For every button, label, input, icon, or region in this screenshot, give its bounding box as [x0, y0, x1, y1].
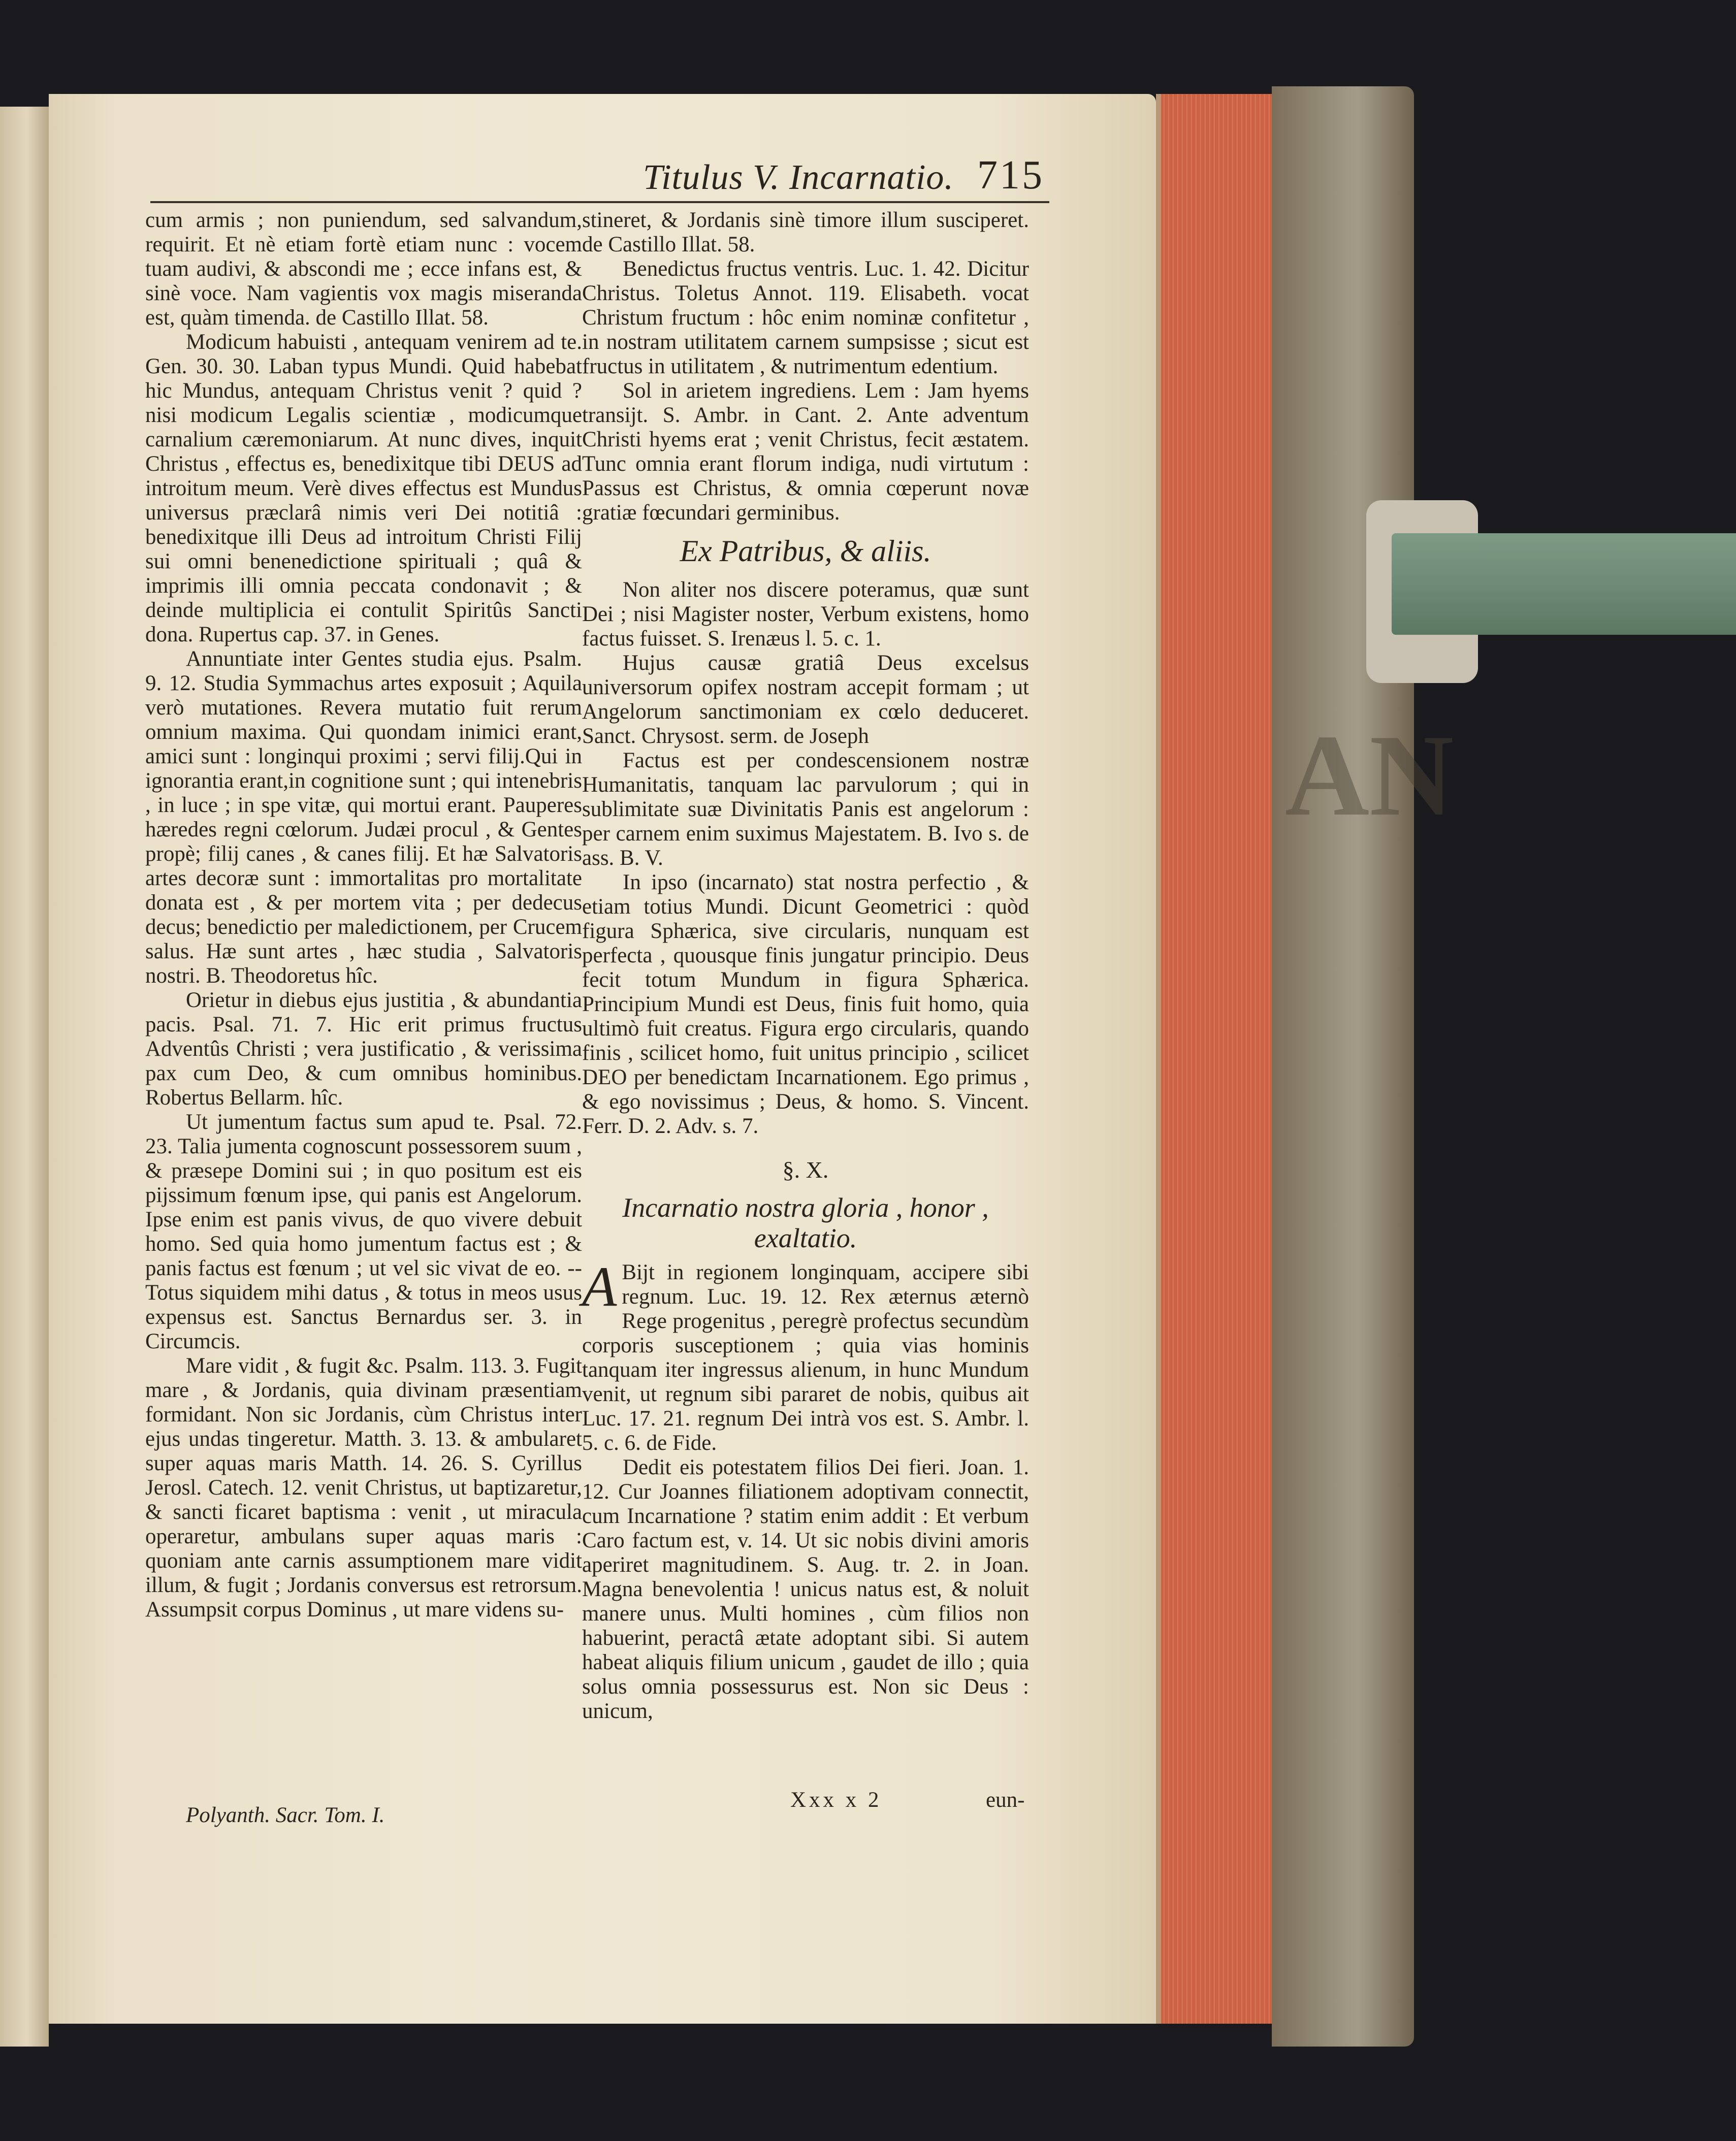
catchword: eun-: [986, 1788, 1025, 1812]
paragraph: Orietur in diebus ejus justitia , & abundantia pacis. Psal. 71. 7. Hic erit primus fructus Adventûs Christi ; vera justificatio , & verissima pax cum Deo, & cum omnibus hominibus. Robertus Bellarm. hîc.: [145, 988, 582, 1110]
section-heading-patres: Ex Patribus, & aliis.: [680, 534, 931, 568]
drop-capital: A: [582, 1255, 617, 1318]
paragraph: Factus est per condescensionem nostræ Humanitatis, tanquam lac parvulorum ; qui in sublimitate suæ Divinitatis Panis est angelorum : per carnem enim suximus Majestatem. B. Ivo s. de ass. B. V.: [582, 749, 1029, 870]
paragraph: Mare vidit , & fugit &c. Psalm. 113. 3. Fugit mare , & Jordanis, quia divinam præsentiam formidant. Non sic Jordanis, cùm Christus inter ejus undas tingeretur. Matth. 3. 13. & ambularet super aquas maris Matth. 14. 26. S. Cyrillus Jerosl. Catech. 12. venit Christus, ut baptizaretur, & sancti ficaret baptisma : venit , ut miracula operaretur, ambulans super aquas maris : quoniam ante carnis assumptionem mare vidit illum, & fugit ; Jordanis conversus est retrorsum. Assumpsit corpus Dominus , ut mare videns su-: [145, 1354, 582, 1621]
right-column: [582, 208, 1029, 1724]
left-column: [145, 208, 582, 1622]
section-title: Incarnatio nostra gloria , honor , exaltatio.: [622, 1192, 989, 1253]
paragraph: Modicum habuisti , antequam venirem ad te. Gen. 30. 30. Laban typus Mundi. Quid habebat hic Mundus, antequam Christus venit ? quid ? nisi modicum Legalis scientiæ , modicumque carnalium cæremoniarum. At nunc dives, inquit Christus , effectus es, benedixitque tibi DEUS ad introitum meum. Verè dives effectus est Mundus universus præclarâ nimis veri Dei notitiâ : benedixitque illi Deus ad introitum Christi Filij sui omni benenedictione spirituali ; quâ & imprimis illi omnia peccata condonavit ; & deinde multiplicia ei contulit Spiritûs Sancti dona. Rupertus cap. 37. in Genes.: [145, 330, 582, 646]
paragraph: Hujus causæ gratiâ Deus excelsus universorum opifex nostram accepit formam ; ut Angelorum sanctimoniam ex cœlo deduceret. Sanct. Chrysost. serm. de Joseph: [582, 651, 1029, 748]
left-facing-page-edge: [0, 107, 49, 2047]
page-number: 715: [977, 153, 1044, 198]
paragraph-text: Bijt in regionem longinquam, accipere sibi regnum. Luc. 19. 12. Rex æternus æternò Rege progenitus , peregrè profectus secundùm corporis susceptionem ; quia vias hominis tanquam iter ingressus alienum, in hunc Mundum venit, ut regnum sibi pararet de nobis, quibus ait Luc. 17. 21. regnum Dei intrà vos est. S. Ambr. l. 5. c. 6. de Fide.: [582, 1260, 1029, 1455]
signature-mark: Xxx x 2: [790, 1788, 882, 1812]
running-head-title: Titulus V. Incarnatio.: [643, 158, 954, 197]
paragraph: Dedit eis potestatem filios Dei fieri. Joan. 1. 12. Cur Joannes filiationem adoptivam connectit, cum Incarnatione ? statim enim addit : Et verbum Caro factum est, v. 14. Ut sic nobis divini amoris aperiret magnitudinem. S. Aug. tr. 2. in Joan. Magna benevolentia ! unicus natus est, & noluit manere unus. Multi homines , cùm filios non habuerint, peractâ ætate adoptant sibi. Si autem habeat aliquis filium unicum , gaudet de illo ; quia solus omnia possessurus est. Non sic Deus : unicum,: [582, 1455, 1029, 1723]
paragraph: stineret, & Jordanis sinè timore illum susciperet. de Castillo Illat. 58.: [582, 208, 1029, 256]
paragraph-with-initial: [582, 1255, 1029, 1455]
paragraph: Annuntiate inter Gentes studia ejus. Psalm. 9. 12. Studia Symmachus artes exposuit ; Aquila verò mutationes. Revera mutatio fuit rerum omnium maxima. Qui quondam inimici erant, amici sunt : longinqui proximi ; servi filij.Qui in ignorantia erant,in cognitione sunt ; qui intenebris , in luce ; in spe vitæ, qui mortui erant. Pauperes hæredes regni cœlorum. Judæi procul , & Gentes propè; filij canes , & canes filij. Et hæ Salvatoris artes decoræ sunt : immortalitas pro mortalitate donata est , & per mortem vita ; per dedecus decus; benedictio per maledictionem, per Crucem salus. Hæ sunt artes , hæc studia , Salvatoris nostri. B. Theodoretus hîc.: [145, 647, 582, 988]
head-rule: [150, 201, 1049, 203]
paragraph: In ipso (incarnato) stat nostra perfectio , & etiam totius Mundi. Dicunt Geometrici : quòd figura Sphærica, sive circularis, nunquam est perfecta , quousque finis jungatur principio. Deus fecit totum Mundum in figura Sphærica. Principium Mundi est Deus, finis fuit homo, quia ultimò fuit creatus. Figura ergo circularis, quando finis , scilicet homo, fuit unitus principio , scilicet DEO per benedictam Incarnationem. Ego primus , & ego novissimus ; Deus, & homo. S. Vincent. Ferr. D. 2. Adv. s. 7.: [582, 870, 1029, 1138]
metal-clasp: [1392, 533, 1736, 635]
footer-title: Polyanth. Sacr. Tom. I.: [186, 1803, 385, 1827]
paragraph: Non aliter nos discere poteramus, quæ sunt Dei ; nisi Magister noster, Verbum existens, homo factus fuisset. S. Irenæus l. 5. c. 1.: [582, 578, 1029, 651]
section-number: §. X.: [782, 1157, 829, 1183]
running-head: [130, 152, 1048, 203]
spine-lettering: AN: [1285, 710, 1454, 840]
paragraph: Ut jumentum factus sum apud te. Psal. 72. 23. Talia jumenta cognoscunt possessorem suum , & præsepe Domini sui ; in quo positum est eis pijssimum fœnum ipse, qui panis est Angelorum. Ipse enim est panis vivus, de quo vivere debuit homo. Sed quia homo jumentum factus est ; & panis factus est fœnum ; ut vel sic vivat de eo. -- Totus siquidem mihi datus , & totus in meos usus expensus est. Sanctus Bernardus ser. 3. in Circumcis.: [145, 1110, 582, 1353]
page-text-block: [130, 152, 1048, 1859]
red-page-edges: [1156, 94, 1277, 2024]
paragraph: Sol in arietem ingrediens. Lem : Jam hyems transijt. S. Ambr. in Cant. 2. Ante adventum Christi hyems erat ; venit Christus, fecit æstatem. Tunc omnia erant florum indiga, nudi virtutum : Passus est Christus, & omnia cœperunt novæ gratiæ fœcundari germinibus.: [582, 379, 1029, 525]
paragraph: Benedictus fructus ventris. Luc. 1. 42. Dicitur Christus. Toletus Annot. 119. Elisabeth. vocat Christum fructum : hôc enim nominæ confitetur , in nostram utilitatem carnem sumpsisse ; sicut est fructus in utilitatem , & nutrimentum edentium.: [582, 257, 1029, 378]
paragraph: cum armis ; non puniendum, sed salvandum, requirit. Et nè etiam fortè etiam nunc : vocem tuam audivi, & abscondi me ; ecce infans est, & sinè voce. Nam vagientis vox magis miseranda est, quàm timenda. de Castillo Illat. 58.: [145, 208, 582, 330]
